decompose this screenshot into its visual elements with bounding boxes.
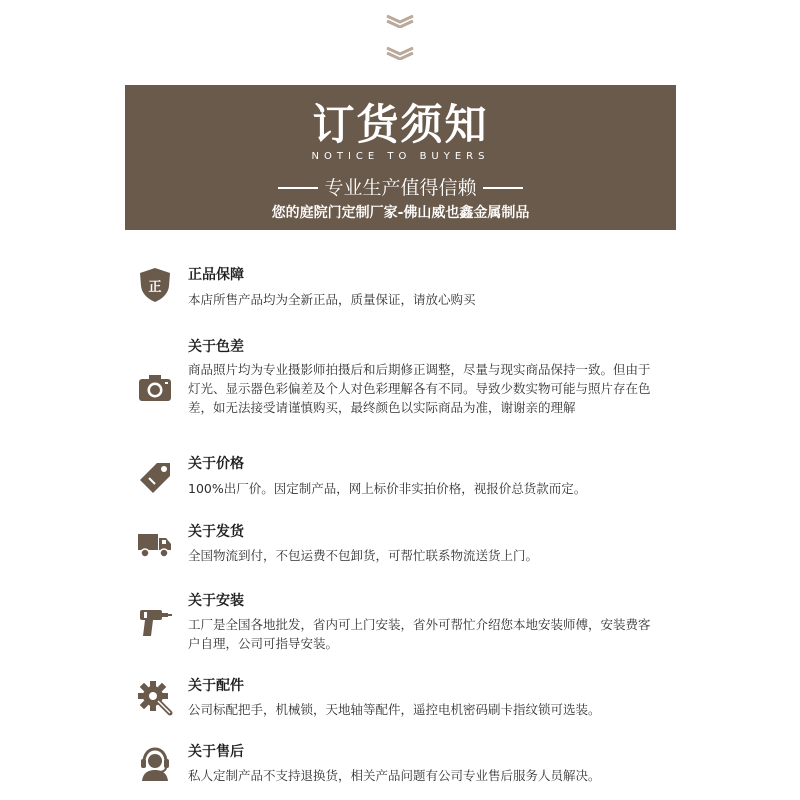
shield-icon <box>136 266 174 304</box>
notice-heading: 关于色差 <box>188 339 244 355</box>
notice-text: 私人定制产品不支持退换货，相关产品问题有公司专业售后服务人员解决。 <box>188 768 601 783</box>
drill-icon <box>136 604 174 642</box>
chevron-down-icon <box>385 46 415 60</box>
banner-subtitle-en: NOTICE TO BUYERS <box>311 151 490 162</box>
customer-service-icon <box>136 745 174 783</box>
divider <box>483 187 523 189</box>
truck-icon <box>136 525 174 563</box>
notice-text: 100%出厂价。因定制产品，网上标价非实拍价格，视报价总货款而定。 <box>188 481 587 496</box>
divider <box>278 187 318 189</box>
shield-icon-text: 正 <box>148 280 162 295</box>
notice-text: 本店所售产品均为全新正品，质量保证，请放心购买 <box>188 292 476 307</box>
notice-text: 工厂是全国各地批发，省内可上门安装，省外可帮忙介绍您本地安装师傅，安装费客户自理，公司可指导安装。 <box>188 617 651 651</box>
banner-slogan-row <box>125 175 676 201</box>
chevron-down-icon <box>385 14 415 28</box>
notice-text: 商品照片均为专业摄影师拍摄后和后期修正调整，尽量与现实商品保持一致。但由于灯光、显示器色彩偏差及个人对色彩理解各有不同。导致少数实物可能与照片存在色差，如无法接受请谨慎购买，最终颜色以实际商品为准，谢谢亲的理解 <box>188 362 651 415</box>
banner-factory: 您的庭院门定制厂家-佛山威也鑫金属制品 <box>271 205 530 221</box>
scroll-down-chevrons <box>0 12 800 64</box>
notice-heading: 正品保障 <box>188 267 244 283</box>
notice-heading: 关于安装 <box>188 593 244 609</box>
notice-text: 公司标配把手，机械锁，天地轴等配件，遥控电机密码刷卡指纹锁可选装。 <box>188 702 601 717</box>
notice-heading: 关于售后 <box>188 744 244 760</box>
price-tag-icon <box>136 459 174 497</box>
notice-text: 全国物流到付，不包运费不包卸货，可帮忙联系物流送货上门。 <box>188 548 539 563</box>
camera-icon <box>136 368 174 406</box>
banner-slogan: 专业生产值得信赖 <box>324 177 477 199</box>
banner-title: 订货须知 <box>312 100 489 149</box>
gear-wrench-icon <box>136 679 174 717</box>
notice-heading: 关于发货 <box>188 524 244 540</box>
notice-banner <box>125 85 676 230</box>
notice-heading: 关于配件 <box>188 678 244 694</box>
notice-heading: 关于价格 <box>188 456 244 472</box>
